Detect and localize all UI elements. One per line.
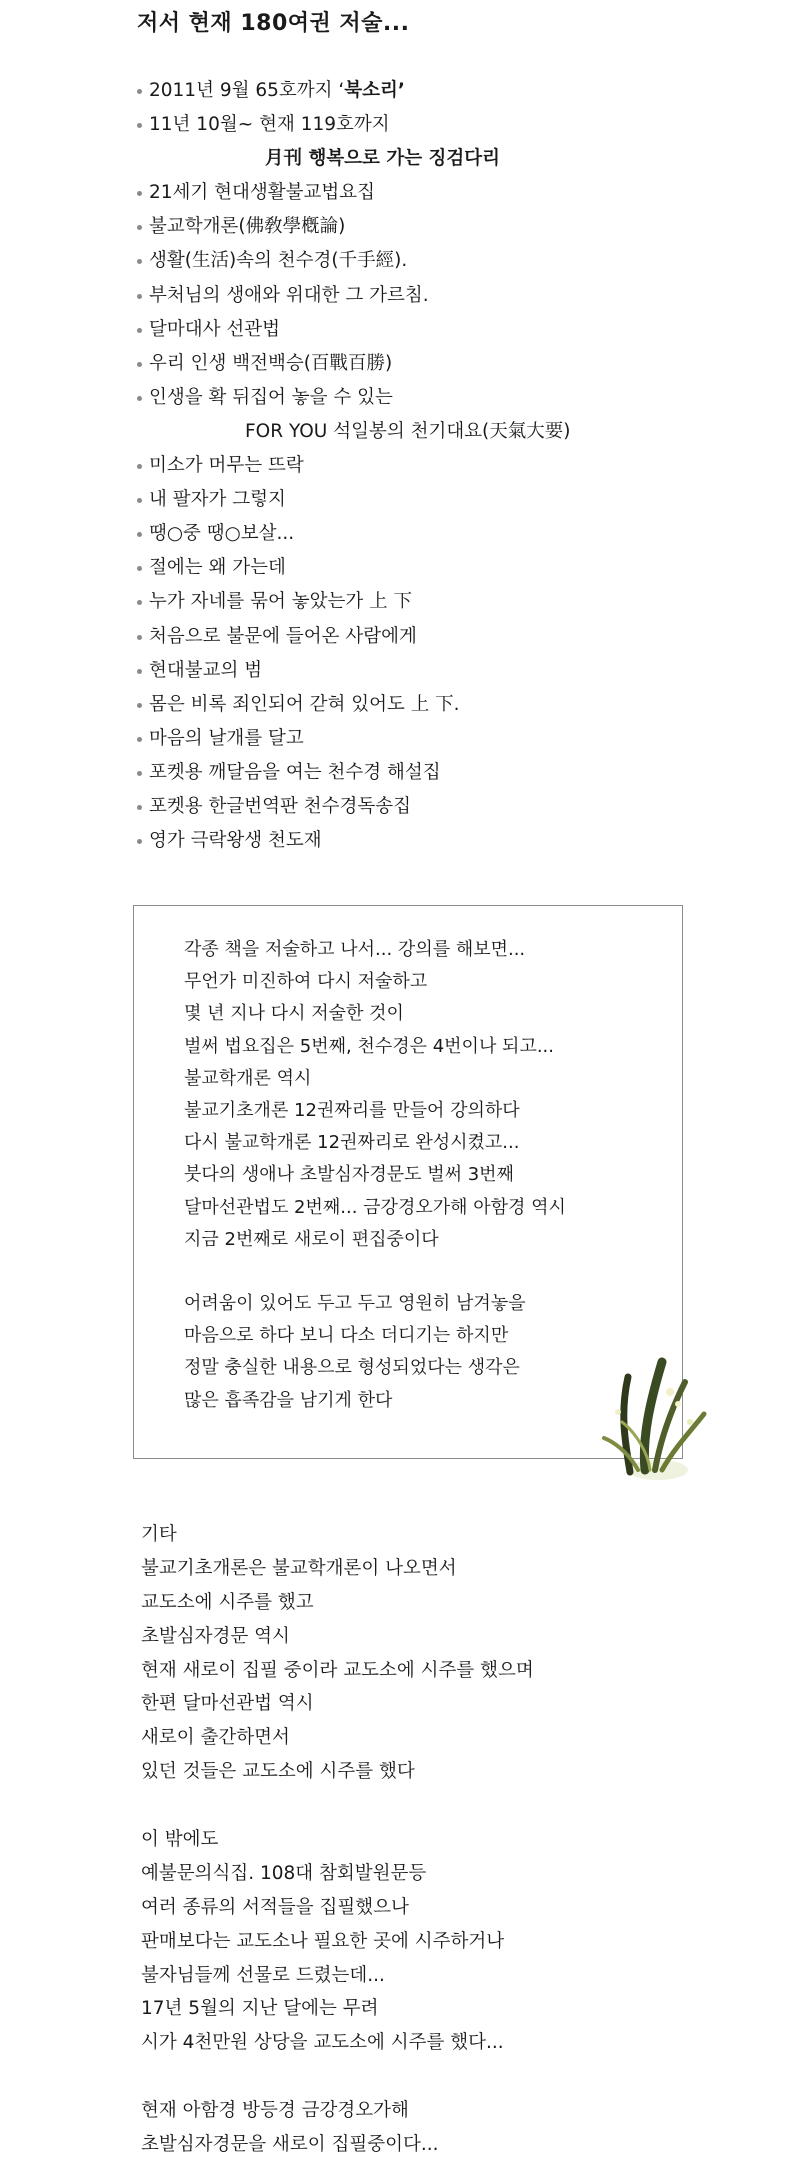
book-title: 처음으로 불문에 들어온 사람에게 [149, 625, 417, 647]
book-list-item [137, 347, 697, 381]
bullet-icon [137, 294, 142, 299]
book-list-item [137, 620, 697, 654]
book-list-item [137, 551, 697, 585]
book-list [137, 74, 697, 858]
section-line: 불자님들께 선물로 드렸는데... [141, 1964, 385, 1986]
book-title: 포켓용 한글번역판 천수경독송집 [149, 795, 411, 817]
section-line: 시가 4천만원 상당을 교도소에 시주를 했다... [141, 2032, 504, 2054]
book-list-item [137, 415, 697, 449]
section-line: 초발심자경문 역시 [141, 1625, 290, 1647]
bullet-icon [137, 89, 142, 94]
section-line: 한편 달마선관법 역시 [141, 1693, 314, 1715]
note-line: 어려움이 있어도 두고 두고 영원히 남겨놓을 [184, 1293, 526, 1315]
note-line: 정말 충실한 내용으로 형성되었다는 생각은 [184, 1357, 520, 1379]
bullet-icon [137, 532, 142, 537]
section-line: 있던 것들은 교도소에 시주를 했다 [141, 1761, 415, 1783]
section-line: 교도소에 시주를 했고 [141, 1591, 314, 1613]
section-line: 초발심자경문을 새로이 집필중이다... [141, 2134, 439, 2156]
note-line: 몇 년 지나 다시 저술한 것이 [184, 1003, 404, 1025]
book-title: 부처님의 생애와 위대한 그 가르침. [149, 284, 429, 306]
book-list-item [137, 381, 697, 415]
book-list-item [137, 517, 697, 551]
book-list-item [137, 688, 697, 722]
book-list-item [137, 313, 697, 347]
bullet-icon [137, 737, 142, 742]
note-text [184, 934, 566, 1417]
bullet-icon [137, 362, 142, 367]
page-title: 저서 현재 180여권 저술... [137, 11, 410, 36]
book-list-item [137, 449, 697, 483]
section-line: 예불문의식집. 108대 참회발원문등 [141, 1862, 427, 1884]
note-line: 붓다의 생애나 초발심자경문도 벌써 3번째 [184, 1164, 514, 1186]
note-line [184, 1256, 566, 1288]
note-line: 지금 2번째로 새로이 편집중이다 [184, 1228, 439, 1250]
book-list-item [137, 756, 697, 790]
book-title: 내 팔자가 그렇지 [149, 489, 286, 511]
orchid-illustration-icon [600, 1352, 710, 1484]
bullet-icon [137, 771, 142, 776]
section-line: 불교기초개론은 불교학개론이 나오면서 [141, 1557, 457, 1579]
bullet-icon [137, 600, 142, 605]
note-line: 무언가 미진하여 다시 저술하고 [184, 971, 428, 993]
book-title: 포켓용 깨달음을 여는 천수경 해설집 [149, 761, 441, 783]
note-line: 달마선관법도 2번째... 금강경오가해 아함경 역시 [184, 1196, 566, 1218]
bullet-icon [137, 464, 142, 469]
section-line: 여러 종류의 서적들을 집필했으나 [141, 1896, 409, 1918]
section-line [141, 2060, 534, 2094]
bullet-icon [137, 191, 142, 196]
book-list-item [137, 654, 697, 688]
note-line: 불교기초개론 12권짜리를 만들어 강의하다 [184, 1099, 520, 1121]
section-line: 현재 아함경 방등경 금강경오가해 [141, 2100, 409, 2122]
book-title: 인생을 확 뒤집어 놓을 수 있는 [149, 386, 393, 408]
book-title: 생활(生活)속의 천수경(千手經). [149, 250, 408, 272]
etc-section [141, 1518, 534, 2162]
bullet-icon [137, 566, 142, 571]
bullet-icon [137, 703, 142, 708]
section-line: 17년 5월의 지난 달에는 무려 [141, 1998, 379, 2020]
book-title: 미소가 머무는 뜨락 [149, 455, 304, 477]
book-list-item [137, 279, 697, 313]
book-list-item [137, 483, 697, 517]
note-line: 불교학개론 역시 [184, 1067, 312, 1089]
book-title: 11년 10월~ 현재 119호까지 [149, 114, 390, 136]
bullet-icon [137, 635, 142, 640]
section-line: 이 밖에도 [141, 1829, 219, 1851]
book-list-item [137, 142, 697, 176]
bullet-icon [137, 123, 142, 128]
note-line: 다시 불교학개론 12권짜리로 완성시켰고... [184, 1132, 520, 1154]
book-list-item [137, 210, 697, 244]
book-list-item [137, 790, 697, 824]
section-line: 현재 새로이 집필 중이라 교도소에 시주를 했으며 [141, 1659, 534, 1681]
book-list-item [137, 722, 697, 756]
note-line: 벌써 법요집은 5번째, 천수경은 4번이나 되고... [184, 1035, 554, 1057]
note-line: 각종 책을 저술하고 나서... 강의를 해보면... [184, 939, 526, 960]
bullet-icon [137, 328, 142, 333]
book-title: 月刊 행복으로 가는 징검다리 [265, 148, 501, 170]
book-title: 현대불교의 범 [149, 659, 263, 681]
book-title: 불교학개론(佛敎學槪論) [149, 216, 346, 238]
section-line [141, 1789, 534, 1823]
note-line: 마음으로 하다 보니 다소 더디기는 하지만 [184, 1325, 509, 1347]
book-title: FOR YOU 석일봉의 천기대요(天氣大要) [245, 420, 571, 442]
book-title: 2011년 9월 65호까지 ‘북소리’ [149, 80, 405, 101]
bullet-icon [137, 498, 142, 503]
bullet-icon [137, 225, 142, 230]
note-line: 많은 흡족감을 남기게 한다 [184, 1389, 393, 1411]
bullet-icon [137, 259, 142, 264]
book-title: 달마대사 선관법 [149, 318, 280, 340]
book-list-item [137, 244, 697, 278]
book-title: 영가 극락왕생 천도재 [149, 830, 322, 852]
book-title: 21세기 현대생활불교법요집 [149, 182, 376, 204]
book-title: 땡○중 땡○보살... [149, 523, 295, 545]
bullet-icon [137, 805, 142, 810]
section-line: 새로이 출간하면서 [141, 1727, 290, 1749]
bullet-icon [137, 669, 142, 674]
book-list-item [137, 74, 697, 108]
book-list-item [137, 585, 697, 619]
book-list-item [137, 176, 697, 210]
section-line: 판매보다는 교도소나 필요한 곳에 시주하거나 [141, 1930, 505, 1952]
book-title: 마음의 날개를 달고 [149, 727, 304, 749]
book-list-item [137, 824, 697, 858]
section-heading: 기타 [141, 1524, 177, 1545]
book-title: 절에는 왜 가는데 [149, 557, 286, 579]
bullet-icon [137, 839, 142, 844]
book-list-item [137, 108, 697, 142]
book-title: 몸은 비록 죄인되어 갇혀 있어도 上 下. [149, 693, 460, 715]
book-title: 누가 자네를 묶어 놓았는가 上 下 [149, 591, 412, 613]
book-title: 우리 인생 백전백승(百戰百勝) [149, 352, 393, 374]
bullet-icon [137, 396, 142, 401]
